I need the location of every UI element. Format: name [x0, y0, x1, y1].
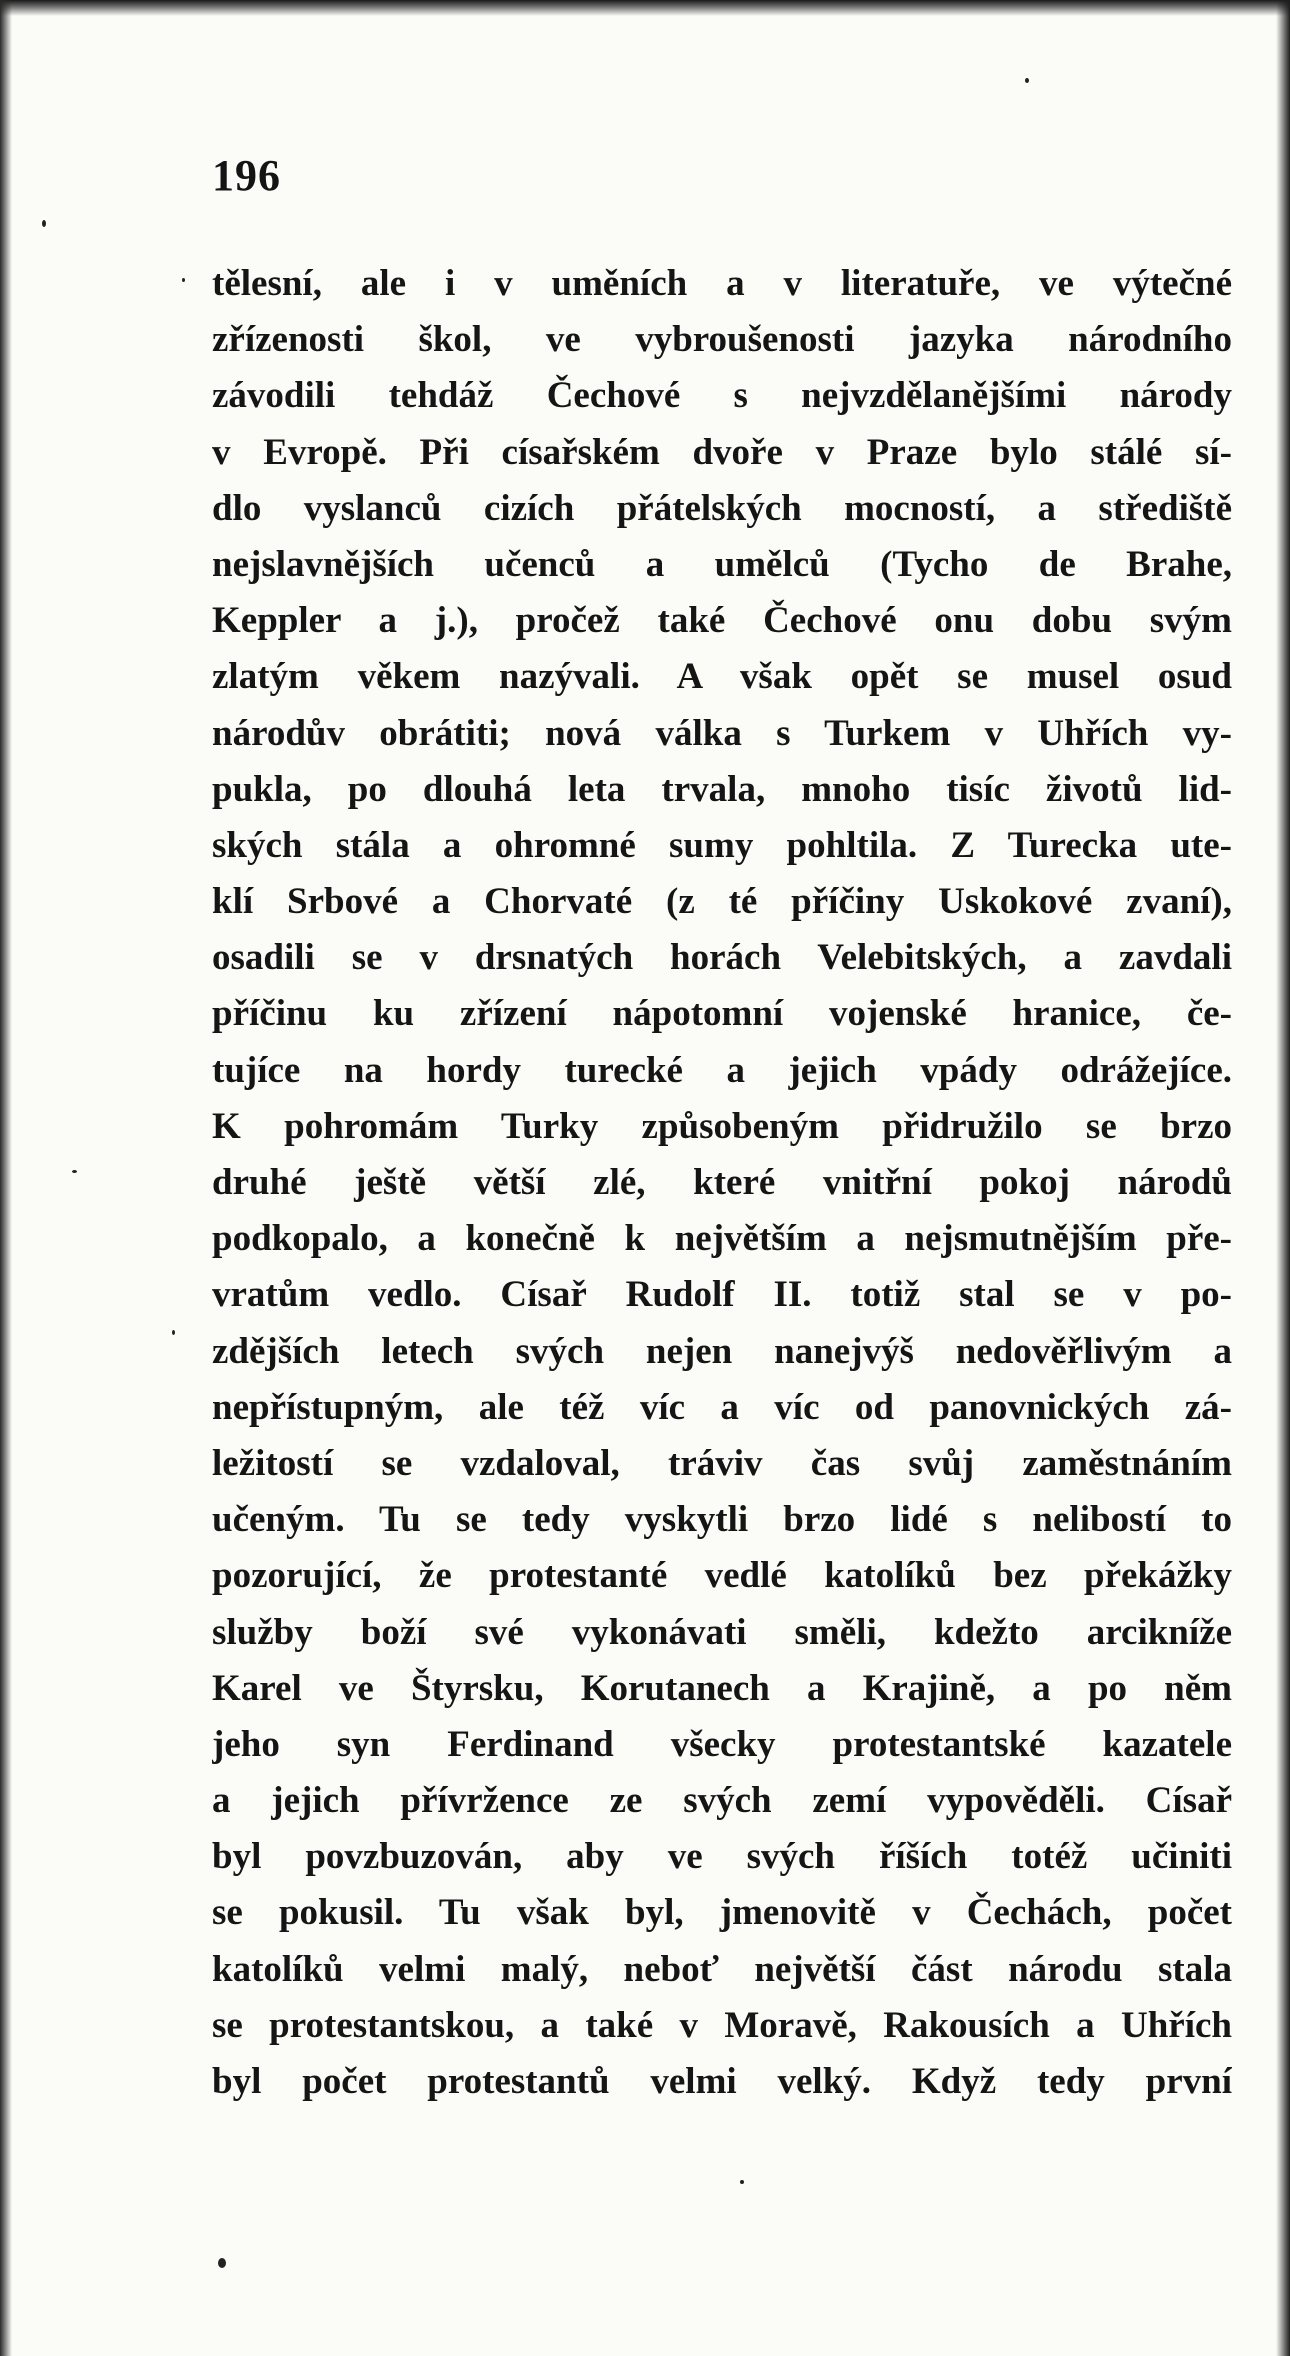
text-line: příčinu ku zřízení nápotomní vojenské hranice, če- — [212, 993, 1232, 1035]
text-line: byl povzbuzován, aby ve svých říších totéž učiniti — [212, 1836, 1232, 1878]
scan-speck — [740, 2180, 744, 2184]
body-text — [212, 256, 1232, 2110]
scan-speck — [172, 1330, 175, 1335]
page-number: 196 — [212, 151, 281, 200]
text-line: K pohromám Turky způsobeným přidružilo se brzo — [212, 1105, 1232, 1147]
text-line: katolíků velmi malý, neboť největší část národu stala — [212, 1948, 1232, 1990]
text-line: zdějších letech svých nejen nanejvýš nedověřlivým a — [212, 1330, 1232, 1372]
text-line: se protestantskou, a také v Moravě, Rakousích a Uhřích — [212, 2004, 1232, 2046]
text-line: nejslavnějších učenců a umělců (Tycho de Brahe, — [212, 543, 1232, 585]
text-line: osadili se v drsnatých horách Velebitských, a zavdali — [212, 937, 1232, 979]
text-line: se pokusil. Tu však byl, jmenovitě v Čechách, počet — [212, 1892, 1232, 1934]
text-line: Keppler a j.), pročež také Čechové onu dobu svým — [212, 600, 1232, 642]
text-line: dlo vyslanců cizích přátelských mocností, a střediště — [212, 487, 1232, 529]
text-line: v Evropě. Při císařském dvoře v Praze bylo stálé sí- — [212, 431, 1232, 473]
scan-top-edge — [0, 0, 1290, 16]
scan-speck — [1025, 78, 1029, 83]
text-line: ležitostí se vzdaloval, tráviv čas svůj zaměstnáním — [212, 1442, 1232, 1484]
text-line: služby boží své vykonávati směli, kdežto arcikníže — [212, 1611, 1232, 1653]
text-line: druhé ještě větší zlé, které vnitřní pokoj národů — [212, 1162, 1232, 1203]
scan-left-edge — [0, 0, 12, 2356]
text-line: byl počet protestantů velmi velký. Když tedy první — [212, 2061, 1232, 2102]
text-line: pukla, po dlouhá leta trvala, mnoho tisíc životů lid- — [212, 768, 1232, 810]
text-line: zřízenosti škol, ve vybroušenosti jazyka národního — [212, 319, 1232, 361]
text-line: jeho syn Ferdinand všecky protestantské kazatele — [212, 1723, 1232, 1765]
scan-speck — [218, 2258, 226, 2268]
text-line: národův obrátiti; nová válka s Turkem v Uhřích vy- — [212, 712, 1232, 754]
text-line: pozorující, že protestanté vedlé katolíků bez překážky — [212, 1555, 1232, 1597]
scan-right-edge — [1276, 0, 1290, 2356]
scan-speck — [42, 220, 46, 227]
text-line: tělesní, ale i v uměních a v literatuře, ve výtečné — [212, 263, 1232, 304]
text-line: klí Srbové a Chorvaté (z té příčiny Uskokové zvaní), — [212, 881, 1232, 923]
text-line: vratům vedlo. Císař Rudolf II. totiž stal se v po- — [212, 1274, 1232, 1316]
text-line: a jejich přívržence ze svých zemí vypověděli. Císař — [212, 1780, 1232, 1822]
text-line: učeným. Tu se tedy vyskytli brzo lidé s nelibostí to — [212, 1499, 1232, 1541]
text-line: tujíce na hordy turecké a jejich vpády odrážejíce. — [212, 1049, 1232, 1091]
scan-speck — [182, 278, 185, 282]
scan-speck — [72, 1170, 77, 1173]
text-line: Karel ve Štyrsku, Korutanech a Krajině, a po něm — [212, 1667, 1232, 1709]
text-line: podkopalo, a konečně k největším a nejsmutnějším pře- — [212, 1218, 1232, 1260]
text-line: závodili tehdáž Čechové s nejvzdělanějšími národy — [212, 375, 1232, 417]
text-line: zlatým věkem nazývali. A však opět se musel osud — [212, 656, 1232, 698]
text-line: ských stála a ohromné sumy pohltila. Z Turecka ute- — [212, 824, 1232, 866]
text-line: nepřístupným, ale též víc a víc od panovnických zá- — [212, 1386, 1232, 1428]
